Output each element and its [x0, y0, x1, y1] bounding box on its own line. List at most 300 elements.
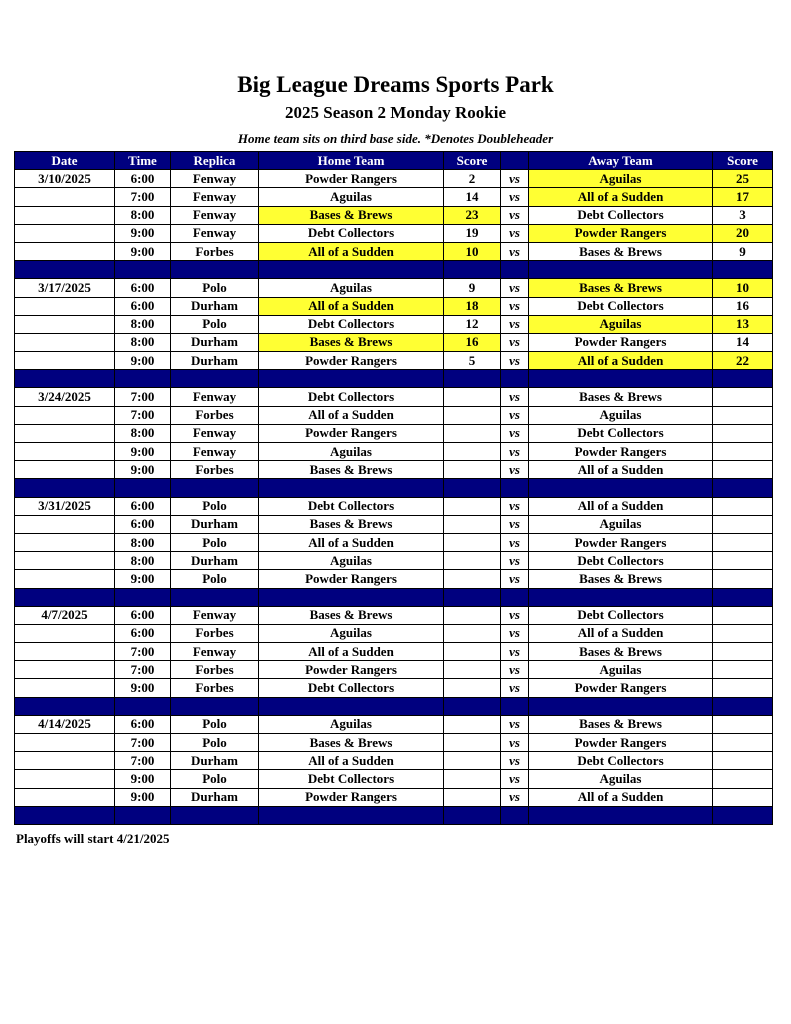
away-team-cell: Debt Collectors	[529, 297, 713, 315]
table-row	[15, 661, 773, 679]
home-team-cell: Bases & Brews	[259, 206, 444, 224]
away-team-cell: Debt Collectors	[529, 552, 713, 570]
separator-cell	[171, 697, 259, 715]
away-score-cell	[713, 406, 773, 424]
separator-cell	[713, 697, 773, 715]
away-score-cell	[713, 552, 773, 570]
week-separator	[15, 806, 773, 824]
vs-cell: vs	[501, 388, 529, 406]
away-team-cell: Bases & Brews	[529, 643, 713, 661]
away-team-cell: Powder Rangers	[529, 443, 713, 461]
vs-cell: vs	[501, 788, 529, 806]
table-row	[15, 752, 773, 770]
table-row	[15, 734, 773, 752]
home-score-cell	[444, 643, 501, 661]
home-team-cell: All of a Sudden	[259, 406, 444, 424]
schedule-table	[14, 151, 773, 825]
vs-cell: vs	[501, 606, 529, 624]
separator-cell	[15, 806, 115, 824]
time-cell: 9:00	[115, 570, 171, 588]
table-row	[15, 461, 773, 479]
table-row	[15, 352, 773, 370]
away-team-cell: Bases & Brews	[529, 279, 713, 297]
replica-cell: Fenway	[171, 170, 259, 188]
table-row	[15, 333, 773, 351]
time-cell: 7:00	[115, 752, 171, 770]
table-row	[15, 424, 773, 442]
table-row	[15, 242, 773, 260]
date-cell	[15, 188, 115, 206]
replica-cell: Durham	[171, 515, 259, 533]
separator-cell	[501, 588, 529, 606]
home-score-cell: 23	[444, 206, 501, 224]
home-score-cell	[444, 661, 501, 679]
separator-cell	[259, 479, 444, 497]
away-team-cell: Debt Collectors	[529, 206, 713, 224]
separator-cell	[501, 806, 529, 824]
home-score-cell	[444, 388, 501, 406]
home-score-cell	[444, 461, 501, 479]
table-row	[15, 206, 773, 224]
away-score-cell: 13	[713, 315, 773, 333]
replica-cell: Polo	[171, 715, 259, 733]
date-cell	[15, 515, 115, 533]
vs-cell: vs	[501, 406, 529, 424]
vs-cell: vs	[501, 315, 529, 333]
table-row	[15, 443, 773, 461]
table-row	[15, 606, 773, 624]
away-score-cell: 22	[713, 352, 773, 370]
separator-cell	[15, 479, 115, 497]
separator-cell	[259, 370, 444, 388]
away-team-cell: Aguilas	[529, 515, 713, 533]
vs-cell: vs	[501, 661, 529, 679]
away-score-cell	[713, 606, 773, 624]
home-team-cell: Debt Collectors	[259, 497, 444, 515]
separator-cell	[15, 261, 115, 279]
date-cell	[15, 679, 115, 697]
away-score-cell	[713, 461, 773, 479]
date-cell	[15, 461, 115, 479]
replica-cell: Forbes	[171, 624, 259, 642]
away-score-cell	[713, 515, 773, 533]
home-score-cell	[444, 606, 501, 624]
date-cell	[15, 352, 115, 370]
date-cell	[15, 315, 115, 333]
vs-cell: vs	[501, 279, 529, 297]
time-cell: 9:00	[115, 461, 171, 479]
home-team-cell: Powder Rangers	[259, 788, 444, 806]
away-score-cell	[713, 388, 773, 406]
away-team-cell: All of a Sudden	[529, 624, 713, 642]
away-team-cell: Powder Rangers	[529, 224, 713, 242]
vs-cell: vs	[501, 679, 529, 697]
col-replica: Replica	[171, 152, 259, 170]
home-team-cell: Aguilas	[259, 188, 444, 206]
table-row	[15, 315, 773, 333]
vs-cell: vs	[501, 643, 529, 661]
home-team-cell: Powder Rangers	[259, 170, 444, 188]
table-row	[15, 388, 773, 406]
home-score-cell	[444, 552, 501, 570]
separator-cell	[529, 806, 713, 824]
away-team-cell: Aguilas	[529, 315, 713, 333]
replica-cell: Polo	[171, 533, 259, 551]
away-score-cell	[713, 424, 773, 442]
home-team-cell: All of a Sudden	[259, 242, 444, 260]
vs-cell: vs	[501, 224, 529, 242]
away-score-cell	[713, 770, 773, 788]
vs-cell: vs	[501, 424, 529, 442]
away-team-cell: Aguilas	[529, 770, 713, 788]
vs-cell: vs	[501, 752, 529, 770]
date-cell	[15, 242, 115, 260]
time-cell: 9:00	[115, 352, 171, 370]
separator-cell	[171, 806, 259, 824]
away-score-cell	[713, 443, 773, 461]
replica-cell: Fenway	[171, 424, 259, 442]
home-team-cell: Aguilas	[259, 552, 444, 570]
schedule-note: Home team sits on third base side. *Denotes Doubleheader	[237, 131, 554, 146]
separator-cell	[713, 588, 773, 606]
separator-cell	[501, 697, 529, 715]
time-cell: 9:00	[115, 242, 171, 260]
time-cell: 6:00	[115, 297, 171, 315]
away-team-cell: Bases & Brews	[529, 715, 713, 733]
home-team-cell: Aguilas	[259, 443, 444, 461]
separator-cell	[529, 588, 713, 606]
date-cell	[15, 206, 115, 224]
away-team-cell: Debt Collectors	[529, 424, 713, 442]
date-cell	[15, 624, 115, 642]
time-cell: 9:00	[115, 770, 171, 788]
away-team-cell: All of a Sudden	[529, 188, 713, 206]
separator-cell	[115, 588, 171, 606]
time-cell: 9:00	[115, 224, 171, 242]
home-score-cell: 16	[444, 333, 501, 351]
away-team-cell: Powder Rangers	[529, 333, 713, 351]
time-cell: 9:00	[115, 443, 171, 461]
table-header-row	[15, 152, 773, 170]
date-cell: 3/10/2025	[15, 170, 115, 188]
home-score-cell	[444, 770, 501, 788]
date-cell	[15, 297, 115, 315]
home-score-cell	[444, 443, 501, 461]
away-score-cell	[713, 715, 773, 733]
replica-cell: Fenway	[171, 188, 259, 206]
home-score-cell: 10	[444, 242, 501, 260]
separator-cell	[444, 588, 501, 606]
time-cell: 8:00	[115, 552, 171, 570]
replica-cell: Fenway	[171, 224, 259, 242]
col-date: Date	[15, 152, 115, 170]
home-score-cell	[444, 570, 501, 588]
away-team-cell: Bases & Brews	[529, 570, 713, 588]
away-team-cell: Aguilas	[529, 406, 713, 424]
home-team-cell: All of a Sudden	[259, 752, 444, 770]
time-cell: 6:00	[115, 279, 171, 297]
away-team-cell: Aguilas	[529, 170, 713, 188]
date-cell	[15, 661, 115, 679]
page-title: Big League Dreams Sports Park	[237, 72, 554, 97]
time-cell: 7:00	[115, 388, 171, 406]
separator-cell	[444, 370, 501, 388]
col-away-team: Away Team	[529, 152, 713, 170]
away-score-cell	[713, 752, 773, 770]
date-cell	[15, 788, 115, 806]
separator-cell	[259, 588, 444, 606]
separator-cell	[444, 479, 501, 497]
vs-cell: vs	[501, 443, 529, 461]
home-score-cell: 12	[444, 315, 501, 333]
date-cell: 4/14/2025	[15, 715, 115, 733]
vs-cell: vs	[501, 624, 529, 642]
home-score-cell: 18	[444, 297, 501, 315]
replica-cell: Polo	[171, 734, 259, 752]
time-cell: 7:00	[115, 643, 171, 661]
vs-cell: vs	[501, 206, 529, 224]
separator-cell	[259, 697, 444, 715]
separator-cell	[713, 479, 773, 497]
vs-cell: vs	[501, 188, 529, 206]
separator-cell	[171, 479, 259, 497]
home-score-cell	[444, 715, 501, 733]
away-score-cell: 10	[713, 279, 773, 297]
week-separator	[15, 261, 773, 279]
replica-cell: Forbes	[171, 679, 259, 697]
replica-cell: Forbes	[171, 242, 259, 260]
date-cell	[15, 770, 115, 788]
table-row	[15, 497, 773, 515]
away-team-cell: Debt Collectors	[529, 606, 713, 624]
playoffs-note: Playoffs will start 4/21/2025	[16, 831, 170, 846]
home-team-cell: Powder Rangers	[259, 570, 444, 588]
date-cell: 3/24/2025	[15, 388, 115, 406]
replica-cell: Durham	[171, 552, 259, 570]
away-score-cell	[713, 624, 773, 642]
date-cell	[15, 406, 115, 424]
time-cell: 9:00	[115, 788, 171, 806]
home-score-cell	[444, 734, 501, 752]
separator-cell	[115, 261, 171, 279]
home-team-cell: Bases & Brews	[259, 461, 444, 479]
away-score-cell	[713, 734, 773, 752]
away-team-cell: Aguilas	[529, 661, 713, 679]
vs-cell: vs	[501, 552, 529, 570]
home-score-cell	[444, 624, 501, 642]
time-cell: 8:00	[115, 315, 171, 333]
week-separator	[15, 697, 773, 715]
time-cell: 8:00	[115, 206, 171, 224]
table-row	[15, 279, 773, 297]
home-score-cell	[444, 752, 501, 770]
home-team-cell: All of a Sudden	[259, 533, 444, 551]
away-team-cell: Powder Rangers	[529, 679, 713, 697]
home-team-cell: Debt Collectors	[259, 315, 444, 333]
home-score-cell: 14	[444, 188, 501, 206]
away-score-cell	[713, 570, 773, 588]
date-cell	[15, 734, 115, 752]
week-separator	[15, 479, 773, 497]
replica-cell: Durham	[171, 352, 259, 370]
date-cell	[15, 570, 115, 588]
home-team-cell: All of a Sudden	[259, 643, 444, 661]
away-score-cell: 14	[713, 333, 773, 351]
separator-cell	[529, 261, 713, 279]
table-row	[15, 170, 773, 188]
time-cell: 7:00	[115, 188, 171, 206]
replica-cell: Durham	[171, 752, 259, 770]
table-row	[15, 624, 773, 642]
vs-cell: vs	[501, 352, 529, 370]
date-cell: 3/17/2025	[15, 279, 115, 297]
date-cell	[15, 443, 115, 461]
away-team-cell: All of a Sudden	[529, 788, 713, 806]
table-row	[15, 406, 773, 424]
col-vs	[501, 152, 529, 170]
replica-cell: Polo	[171, 770, 259, 788]
time-cell: 9:00	[115, 679, 171, 697]
away-score-cell	[713, 788, 773, 806]
home-team-cell: All of a Sudden	[259, 297, 444, 315]
away-score-cell: 20	[713, 224, 773, 242]
time-cell: 6:00	[115, 624, 171, 642]
home-score-cell: 2	[444, 170, 501, 188]
time-cell: 8:00	[115, 533, 171, 551]
replica-cell: Durham	[171, 333, 259, 351]
time-cell: 6:00	[115, 515, 171, 533]
replica-cell: Fenway	[171, 388, 259, 406]
separator-cell	[171, 370, 259, 388]
time-cell: 7:00	[115, 734, 171, 752]
away-team-cell: All of a Sudden	[529, 497, 713, 515]
week-separator	[15, 370, 773, 388]
table-row	[15, 570, 773, 588]
away-team-cell: All of a Sudden	[529, 352, 713, 370]
table-row	[15, 188, 773, 206]
replica-cell: Fenway	[171, 206, 259, 224]
home-team-cell: Powder Rangers	[259, 661, 444, 679]
vs-cell: vs	[501, 770, 529, 788]
page-subtitle: 2025 Season 2 Monday Rookie	[284, 103, 507, 122]
separator-cell	[15, 588, 115, 606]
time-cell: 7:00	[115, 661, 171, 679]
home-team-cell: Powder Rangers	[259, 424, 444, 442]
separator-cell	[501, 370, 529, 388]
away-score-cell: 25	[713, 170, 773, 188]
home-score-cell: 5	[444, 352, 501, 370]
replica-cell: Durham	[171, 788, 259, 806]
away-score-cell: 3	[713, 206, 773, 224]
table-row	[15, 788, 773, 806]
time-cell: 6:00	[115, 606, 171, 624]
week-separator	[15, 588, 773, 606]
separator-cell	[501, 479, 529, 497]
away-team-cell: Bases & Brews	[529, 388, 713, 406]
vs-cell: vs	[501, 533, 529, 551]
col-time: Time	[115, 152, 171, 170]
separator-cell	[713, 370, 773, 388]
table-row	[15, 552, 773, 570]
home-team-cell: Debt Collectors	[259, 388, 444, 406]
schedule-body	[15, 170, 773, 825]
separator-cell	[501, 261, 529, 279]
replica-cell: Polo	[171, 570, 259, 588]
date-cell	[15, 533, 115, 551]
table-row	[15, 533, 773, 551]
away-score-cell: 9	[713, 242, 773, 260]
away-team-cell: All of a Sudden	[529, 461, 713, 479]
home-score-cell	[444, 533, 501, 551]
home-team-cell: Debt Collectors	[259, 770, 444, 788]
away-score-cell	[713, 661, 773, 679]
home-team-cell: Powder Rangers	[259, 352, 444, 370]
separator-cell	[529, 479, 713, 497]
vs-cell: vs	[501, 570, 529, 588]
col-home-score: Score	[444, 152, 501, 170]
replica-cell: Forbes	[171, 661, 259, 679]
away-score-cell	[713, 533, 773, 551]
home-team-cell: Aguilas	[259, 624, 444, 642]
vs-cell: vs	[501, 461, 529, 479]
replica-cell: Forbes	[171, 461, 259, 479]
date-cell	[15, 552, 115, 570]
separator-cell	[115, 806, 171, 824]
replica-cell: Fenway	[171, 606, 259, 624]
home-team-cell: Debt Collectors	[259, 224, 444, 242]
replica-cell: Forbes	[171, 406, 259, 424]
table-row	[15, 715, 773, 733]
table-row	[15, 297, 773, 315]
table-row	[15, 679, 773, 697]
table-row	[15, 770, 773, 788]
table-row	[15, 224, 773, 242]
replica-cell: Fenway	[171, 643, 259, 661]
separator-cell	[444, 697, 501, 715]
time-cell: 6:00	[115, 497, 171, 515]
table-row	[15, 643, 773, 661]
date-cell	[15, 333, 115, 351]
home-score-cell	[444, 424, 501, 442]
date-cell: 3/31/2025	[15, 497, 115, 515]
separator-cell	[15, 370, 115, 388]
time-cell: 8:00	[115, 333, 171, 351]
separator-cell	[259, 261, 444, 279]
vs-cell: vs	[501, 333, 529, 351]
home-score-cell	[444, 497, 501, 515]
replica-cell: Polo	[171, 497, 259, 515]
separator-cell	[713, 261, 773, 279]
separator-cell	[15, 697, 115, 715]
home-team-cell: Debt Collectors	[259, 679, 444, 697]
separator-cell	[444, 806, 501, 824]
home-score-cell	[444, 406, 501, 424]
away-team-cell: Debt Collectors	[529, 752, 713, 770]
col-away-score: Score	[713, 152, 773, 170]
home-score-cell	[444, 788, 501, 806]
separator-cell	[171, 588, 259, 606]
away-score-cell	[713, 643, 773, 661]
away-score-cell	[713, 497, 773, 515]
home-team-cell: Bases & Brews	[259, 515, 444, 533]
time-cell: 8:00	[115, 424, 171, 442]
vs-cell: vs	[501, 497, 529, 515]
time-cell: 6:00	[115, 715, 171, 733]
home-team-cell: Bases & Brews	[259, 606, 444, 624]
col-home-team: Home Team	[259, 152, 444, 170]
time-cell: 6:00	[115, 170, 171, 188]
vs-cell: vs	[501, 170, 529, 188]
